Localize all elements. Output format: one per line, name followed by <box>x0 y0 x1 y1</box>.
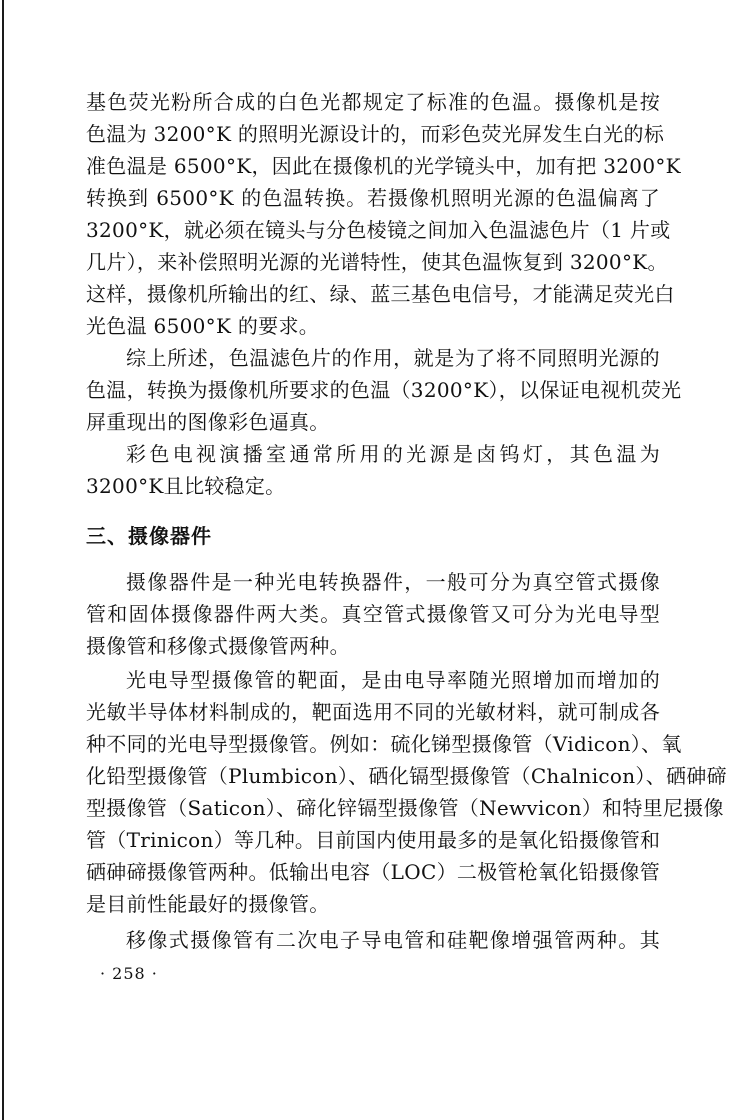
paragraph-imaging-devices <box>86 566 660 662</box>
text-line: 色温为 3200°K 的照明光源设计的，而彩色荧光屏发生白光的标 <box>86 122 665 146</box>
text-line: 3200°K且比较稳定。 <box>86 474 286 498</box>
text-line: 管（Trinicon）等几种。目前国内使用最多的是氧化铅摄像管和 <box>86 828 661 852</box>
text-line: 管和固体摄像器件两大类。真空管式摄像管又可分为光电导型 <box>86 602 660 626</box>
paragraph-image-transfer-tubes <box>86 924 660 956</box>
text-line: 硒砷碲摄像管两种。低输出电容（LOC）二极管枪氧化铅摄像管 <box>86 860 660 884</box>
paragraph-color-temperature <box>86 86 681 342</box>
text-line: 光电导型摄像管的靶面，是由电导率随光照增加而增加的 <box>126 668 660 692</box>
text-line: 光敏半导体材料制成的，靶面选用不同的光敏材料，就可制成各 <box>86 700 660 724</box>
text-line: 种不同的光电导型摄像管。例如：硫化锑型摄像管（Vidicon）、氧 <box>86 732 682 756</box>
page-edge-rule <box>2 0 4 1120</box>
text-line: 综上所述，色温滤色片的作用，就是为了将不同照明光源的 <box>126 346 660 370</box>
text-line: 化铅型摄像管（Plumbicon）、硒化镉型摄像管（Chalnicon）、硒砷碲 <box>86 764 727 788</box>
text-line: 几片），来补偿照明光源的光谱特性，使其色温恢复到 3200°K。 <box>86 250 668 274</box>
text-line: 是目前性能最好的摄像管。 <box>86 892 330 916</box>
page-number: · 258 · <box>100 964 158 983</box>
section-heading: 三、摄像器件 <box>86 524 212 548</box>
text-line: 彩色电视演播室通常所用的光源是卤钨灯，其色温为 <box>126 442 660 466</box>
text-line: 3200°K，就必须在镜头与分色棱镜之间加入色温滤色片（1 片或 <box>86 218 671 242</box>
paragraph-photoconductive-tubes <box>86 664 727 920</box>
text-line: 屏重现出的图像彩色逼真。 <box>86 410 330 434</box>
text-line: 色温，转换为摄像机所要求的色温（3200°K），以保证电视机荧光 <box>86 378 682 402</box>
text-line: 摄像管和移像式摄像管两种。 <box>86 634 350 658</box>
text-line: 摄像器件是一种光电转换器件，一般可分为真空管式摄像 <box>126 570 660 594</box>
paragraph-filter-summary <box>86 342 682 438</box>
text-line: 转换到 6500°K 的色温转换。若摄像机照明光源的色温偏离了 <box>86 186 660 210</box>
text-line: 准色温是 6500°K，因此在摄像机的光学镜头中，加有把 3200°K <box>86 154 681 178</box>
text-line: 移像式摄像管有二次电子导电管和硅靶像增强管两种。其 <box>126 928 660 952</box>
paragraph-studio-lighting <box>86 438 660 502</box>
text-line: 型摄像管（Saticon）、碲化锌镉型摄像管（Newvicon）和特里尼摄像 <box>86 796 724 820</box>
text-line: 基色荧光粉所合成的白色光都规定了标准的色温。摄像机是按 <box>86 90 660 114</box>
text-line: 这样，摄像机所输出的红、绿、蓝三基色电信号，才能满足荧光白 <box>86 282 675 306</box>
text-line: 光色温 6500°K 的要求。 <box>86 314 320 338</box>
